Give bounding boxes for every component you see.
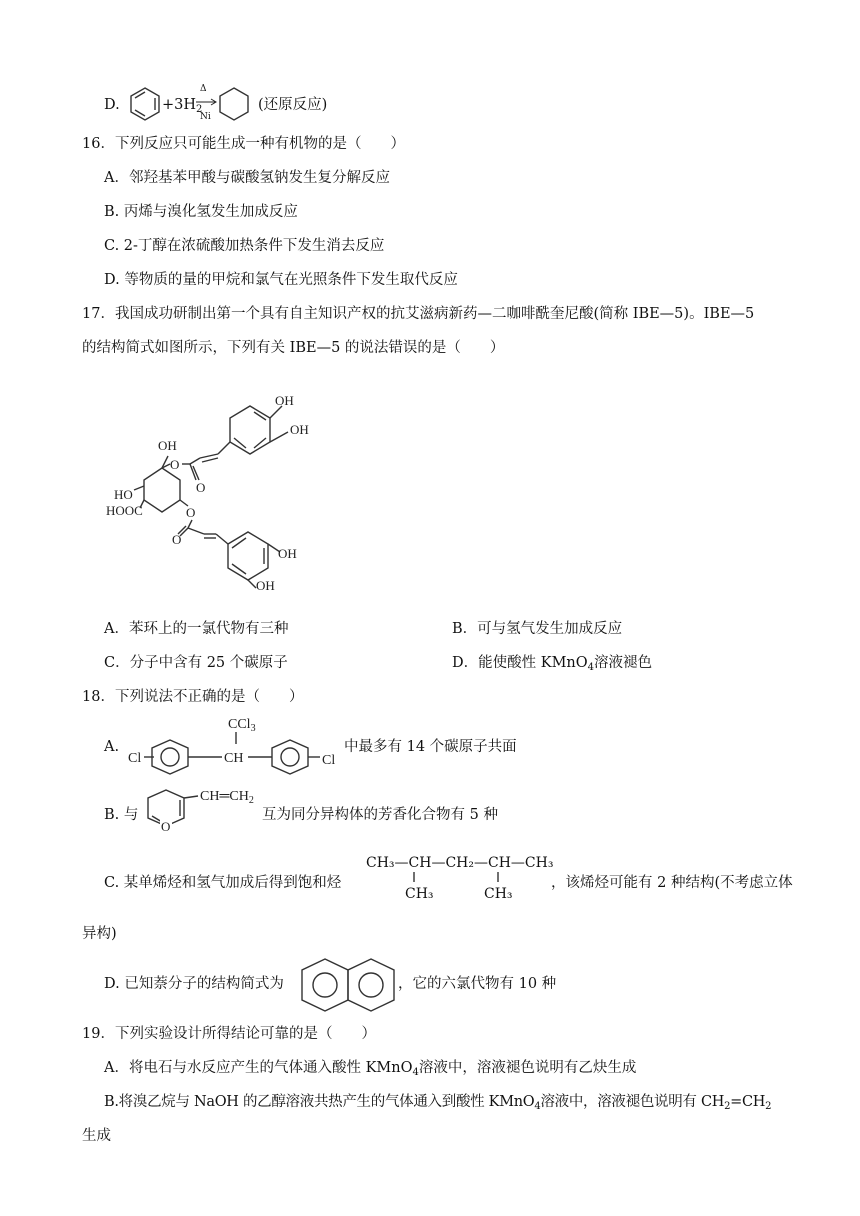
fig-o1: O (196, 480, 206, 495)
q18-b-text: 互为同分异构体的芳香化合物有 5 种 (262, 807, 498, 823)
q18-a-label: A. (104, 739, 120, 755)
q19-option-b: B.将溴乙烷与 NaOH 的乙醇溶液共热产生的气体通入到酸性 KMnO$_4$溶液中，溶液褪色说明有 $CH_2=CH_2$ (104, 1094, 772, 1112)
q18-b-label: B. 与 (104, 807, 139, 823)
fig-o3: O (186, 505, 196, 520)
q18-c-label: C. 某单烯烃和氢气加成后得到饱和烃 (104, 875, 342, 891)
q16-option-c: C. 2-丁醇在浓硫酸加热条件下发生消去反应 (104, 238, 385, 254)
q18-d-text: ，它的六氯代物有 10 种 (398, 976, 557, 992)
cyclohexane-structure (216, 86, 252, 122)
ibe5-structure (100, 376, 340, 606)
q18-d-label: D. 已知萘分子的结构简式为 (104, 976, 284, 992)
q18-c-text: ，该烯烃可能有 2 种结构(不考虑立体 (551, 875, 793, 891)
fig-oh2: OH (290, 422, 309, 437)
q17-option-b: B．可与氢气发生加成反应 (452, 621, 623, 637)
ddt-ccl3: CCl$_3$ (228, 717, 256, 734)
q15-option-d-label: D. (104, 97, 120, 113)
q16-option-b: B. 丙烯与溴化氢发生加成反应 (104, 204, 298, 220)
q16-option-a: A．邻羟基苯甲酸与碳酸氢钠发生复分解反应 (104, 170, 390, 186)
heat-condition: Δ (200, 84, 207, 94)
naphthalene-structure (300, 956, 396, 1014)
branch-ch3-1: CH₃ (405, 886, 434, 902)
fig-hooc: HOOC (106, 503, 143, 518)
q17-option-c: C．分子中含有 25 个碳原子 (104, 655, 288, 671)
ddt-cl-left: Cl (128, 751, 142, 766)
fig-oh1: OH (275, 393, 294, 408)
q18-stem: 18．下列说法不正确的是（ ） (82, 689, 304, 705)
benzene-structure (127, 86, 163, 122)
alkane-formula: CH₃—CH—CH₂—CH—CH₃ (366, 855, 554, 871)
q16-stem: 16．下列反应只可能生成一种有机物的是（ ） (82, 136, 405, 152)
q19-stem: 19．下列实验设计所得结论可靠的是（ ） (82, 1026, 376, 1042)
q17-option-a: A．苯环上的一氯代物有三种 (104, 621, 289, 637)
fig-ho: HO (114, 487, 133, 502)
q19-option-a: A．将电石与水反应产生的气体通入酸性 KMnO$_4$溶液中，溶液褪色说明有乙炔生成 (104, 1060, 637, 1078)
pyran-o: O (161, 819, 171, 834)
fig-o2: O (170, 457, 180, 472)
q18-a-text: 中最多有 14 个碳原子共面 (344, 739, 517, 755)
alkane-branches (366, 870, 556, 884)
catalyst-condition: Ni (200, 112, 211, 122)
fig-oh5: OH (256, 578, 275, 593)
ddt-structure (124, 714, 346, 776)
q17-stem-line2: 的结构简式如图所示，下列有关 IBE—5 的说法错误的是（ ） (82, 340, 505, 356)
ddt-cl-right: Cl (322, 753, 336, 768)
ddt-ch: CH (224, 751, 244, 766)
fig-o4: O (172, 532, 182, 547)
vinyl-group: $CH═CH_2$ (200, 789, 254, 806)
branch-ch3-2: CH₃ (484, 886, 513, 902)
q18-c-cont: 异构) (82, 926, 117, 942)
reaction-arrow-icon (196, 98, 218, 106)
q17-stem-line1: 17．我国成功研制出第一个具有自主知识产权的抗艾滋病新药—二咖啡酰奎尼酸(简称 IBE—5)。IBE—5 (82, 306, 755, 322)
q15-reagent: $+3H_2$ (162, 97, 203, 115)
q16-option-d: D. 等物质的量的甲烷和氯气在光照条件下发生取代反应 (104, 272, 458, 288)
q17-option-d: D．能使酸性 KMnO$_4$溶液褪色 (452, 655, 653, 673)
pyran-structure (140, 784, 266, 836)
q19-option-b-cont: 生成 (82, 1128, 111, 1144)
fig-oh3: OH (158, 438, 177, 453)
fig-oh4: OH (278, 546, 297, 561)
q15-note: (还原反应) (258, 97, 328, 113)
